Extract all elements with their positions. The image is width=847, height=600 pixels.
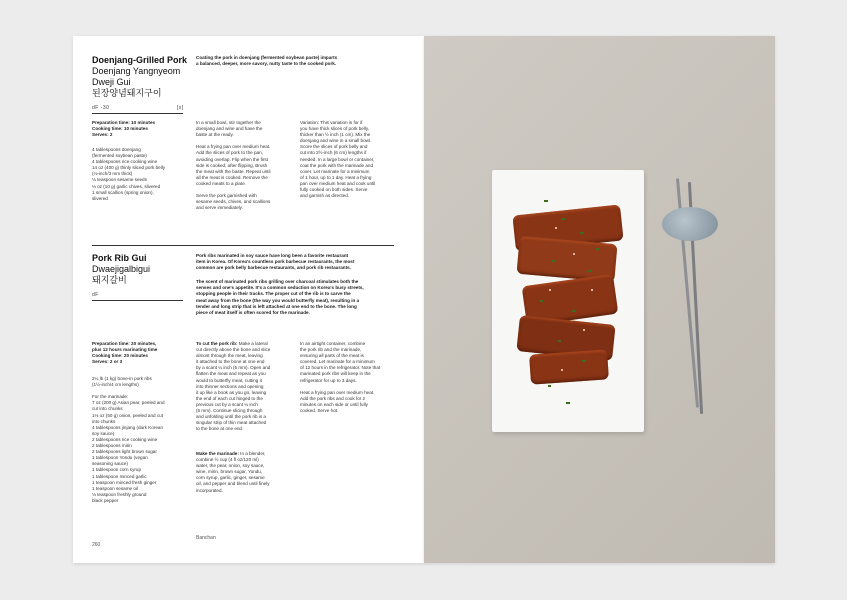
recipe2-diet-icons: dF (92, 292, 99, 298)
recipe1-title: Doenjang-Grilled Pork (92, 55, 188, 65)
plate-icon (492, 170, 644, 432)
recipe2-title-rule (92, 300, 183, 301)
food-photo-page (424, 36, 775, 563)
recipe2-cut-text: Make a lateral cut directly above the bone and slice almost through the meat, leaving it attached to the bone at one end by a scant ¼ inch (5 mm). Open and flatten the meat and repeat as you would to butterfly meat, cutting it into thinner sections and opening it up like a book as you go, leaving the end of each cut hinged to the previous cut by a scant ¼ inch (5 mm). Continue slicing through and unfolding until the pork rib is a singular strip of thin meat attached to the bone at one end. (196, 341, 271, 432)
recipe2-times: Preparation time: 20 minutes, plus 12 hours marinating time Cooking time: 20 minutes Serves: 2 or 3 (92, 341, 158, 365)
recipe2-final-steps: In an airtight container, combine the pork rib and the marinade, ensuring all parts of the meat is covered. Let marinate for a minimum of 12 hours in the refrigerator. Note that marinated pork ribs will keep in the refrigerator for up to 3 days. Heat a frying pan over medium heat. Add the pork ribs and cook for 2 minutes on each side or until fully cooked. Serve hot. (300, 341, 381, 414)
left-page (73, 36, 424, 563)
recipe1-korean: 된장양념돼지구이 (92, 88, 162, 98)
recipe2-korean: 돼지갈비 (92, 275, 127, 285)
recipe1-pot-icon: [x] (177, 105, 184, 111)
recipe1-method: In a small bowl, stir together the doenjang and wine and have the baste at the ready. Heat a frying pan over medium heat. Add the slices of pork to the pan, avoiding overlap. Flip when the first side is cooked; after flipping, Brush the meat with the baste. Repeat until all the meat is cooked. Remove the cooked meats to a plate. Serve the pork garnished with sesame seeds, chives, and scallions and serve immediately. (196, 120, 271, 211)
recipe2-marinade-heading: Make the marinade: (196, 451, 239, 456)
recipe2-cut-step (196, 341, 296, 432)
recipe2-intro-1: Pork ribs marinated in soy sauce have long been a favorite restaurant item in Korea. Of Korea's countless pork barbecue restaurants, the most common are pork belly barbecue restaurants, and pork rib restaurants. (196, 253, 355, 271)
recipe1-romanized: Doenjang Yangnyeom Dweji Gui (92, 66, 181, 87)
recipe2-marinade-step (196, 451, 296, 494)
recipe1-variation: Variation: This variation is for if you have thick slices of pork belly, thicker than ½ inch (1 cm). Mix the doenjang and wine in a small bowl. Score the slices of pork belly and cut into 2½-inch (6 cm) lengths if needed. In a large bowl or container, coat the pork with the marinade and cover. Let marinate for a minimum of 1 hour, up to 1 day. Heat a frying pan over medium heat and cook until fully cooked on both sides. Serve and garnish as directed. (300, 120, 376, 199)
garnish-chives (492, 170, 644, 432)
page-number: 260 (92, 542, 101, 548)
section-name: Banchan (196, 535, 216, 541)
recipe2-cut-heading: To cut the pork rib: (196, 341, 238, 346)
recipe1-times: Preparation time: 10 minutes Cooking time: 10 minutes Serves: 2 (92, 120, 156, 138)
chopstick-rest-icon (662, 207, 718, 241)
recipe2-intro-2: The scent of marinated pork ribs grilling over charcoal stimulates both the senses and one's appetite. It's a common seduction on Korea's busy streets, stopping people in their tracks. The proper cut of the rib is to carve the meat away from the bone (the way you would butterfly meat), resulting in a tender and long strip that is left attached at one end to the bone. The long piece of meat itself is often scored for the marinade. (196, 279, 364, 316)
recipe1-ingredients: 4 tablespoons doenjang (fermented soybean paste) 4 tablespoons rice cooking wine 14 oz (400 g) thinly sliced pork belly (⅛-inch/3 mm thick) ⅛ teaspoon sesame seeds ⅓ oz (10 g) garlic chives, slivered 1 small scallion (spring onion), slivered (92, 147, 166, 201)
section-divider (92, 245, 394, 246)
recipe2-title: Pork Rib Gui (92, 253, 147, 263)
recipe1-title-rule (92, 113, 183, 114)
recipe2-marinade-text: In a blender, combine ½ cup (4 fl oz/120 ml) water, the pear, onion, soy sauce, wine, mirin, brown sugar, Yondu, corn syrup, garlic, ginger, sesame oil, and pepper and blend until finely incorporated. (196, 451, 270, 493)
recipe2-ingredients: 2¼ lb (1 kg) bone-in pork ribs (1½-inch/4 cm lengths) For the marinade: 7 oz (200 g) Asian pear, peeled and cut into chunks 1⅓ oz (50 g) onion, peeled and cut into chunks 4 tablespoons jinjang (dark Korean soy sauce) 2 tablespoons rice cooking wine 2 tablespoons mirin 2 tablespoons light brown sugar 1 tablespoon Yondu (vegan seasoning sauce) 1 tablespoon corn syrup 1 tablespoon minced garlic 1 teaspoon minced fresh ginger 1 teaspoon sesame oil ⅛ teaspoon freshly ground black pepper (92, 376, 165, 503)
recipe2-romanized: Dwaejigalbigui (92, 264, 151, 274)
recipe1-intro: Coating the pork in doenjang (fermented soybean paste) imparts a balanced, deeper, more savory, nutty taste to the cooked pork. (196, 55, 338, 67)
recipe1-diet-icons: dF -30 (92, 105, 110, 111)
